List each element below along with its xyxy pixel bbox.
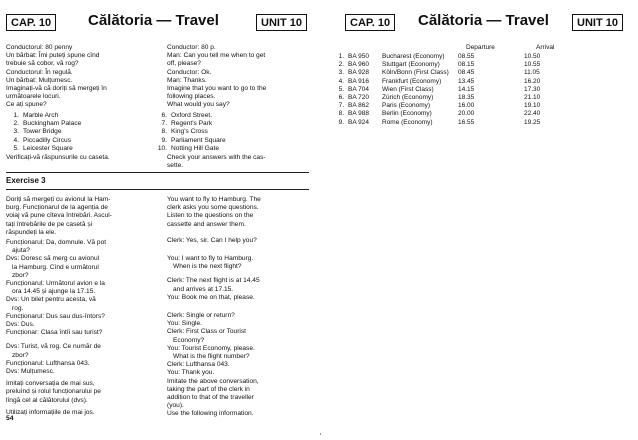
flight-destination: Zürich (Economy) <box>382 93 434 101</box>
place-item <box>156 137 306 145</box>
flight-code: BA 924 <box>348 118 369 126</box>
dialogue-en-line: and arrives at 17.15. <box>173 285 234 293</box>
departure-time: 18.35 <box>458 93 475 101</box>
place-name: Notting Hill Gate <box>171 144 220 152</box>
chapter-label: CAP. 10 <box>6 14 56 31</box>
flight-row <box>334 102 624 110</box>
flight-code: BA 960 <box>348 61 369 69</box>
flight-destination: Frankfurt (Economy) <box>382 77 442 85</box>
dialogue-ro-line: Dvs: Doresc să merg cu avionul <box>6 255 100 263</box>
arrival-column-header: Arrival <box>536 44 555 51</box>
places-list-left <box>8 112 148 153</box>
exercise-english-column <box>167 196 317 419</box>
place-name: Regent's Park <box>171 120 213 128</box>
list-number: 9. <box>161 136 167 144</box>
flight-code: BA 950 <box>348 53 369 60</box>
dialogue-en-line: Clerk: First Class or Tourist <box>167 328 247 336</box>
flight-code: BA 916 <box>348 77 369 85</box>
place-name: Buckingham Palace <box>23 120 82 128</box>
flight-row <box>334 53 624 61</box>
spacer <box>167 229 317 237</box>
place-item <box>8 112 148 120</box>
flight-row <box>334 86 624 94</box>
page-number: 54 <box>6 415 14 422</box>
dialogue-ro-line: Funcționar: Clasa întîi sau turist? <box>6 329 103 337</box>
departure-time: 14.15 <box>458 85 475 93</box>
dialogue-en-line: Imitate the above conversation, <box>167 377 259 385</box>
check-en-line: Check your answers with the cas- <box>167 154 266 161</box>
arrival-time: 22.40 <box>524 110 541 118</box>
dialogue-en-line: You: Single. <box>167 320 202 328</box>
flight-code: BA 862 <box>348 102 369 110</box>
arrival-time: 17.30 <box>524 85 541 93</box>
flight-destination: Bucharest (Economy) <box>382 53 445 60</box>
arrival-time: 16.20 <box>524 77 541 85</box>
intro-en-line: Conductor: 80 p. <box>167 44 216 51</box>
place-name: Leicester Square <box>23 144 73 152</box>
flight-row <box>334 94 624 102</box>
places-list-right <box>156 112 306 153</box>
arrival-time: 11.05 <box>524 69 540 77</box>
place-name: King's Cross <box>171 128 208 136</box>
right-page <box>320 0 638 440</box>
exercise-romanian-column <box>6 196 156 417</box>
dialogue-en-line: You: Book me on that, please. <box>167 293 255 301</box>
departure-time: 13.45 <box>458 77 475 85</box>
dialogue-ro-line: Dvs: Un bilet pentru acesta, vă <box>6 296 96 304</box>
flight-number: 6. <box>338 93 344 101</box>
intro-en-line: Conductor: Ok. <box>167 68 212 76</box>
arrival-time: 19.25 <box>524 118 541 126</box>
place-name: Oxford Street. <box>171 112 213 119</box>
dialogue-en-line: Use the following information. <box>167 410 254 418</box>
dialogue-en-line: Clerk: The next flight is at 14.45 <box>167 277 260 285</box>
dialogue-en-line: Clerk: Single or return? <box>167 312 235 320</box>
flight-row <box>334 69 624 77</box>
dialogue-en-line: When is the next flight? <box>173 263 242 271</box>
list-number: 2. <box>13 120 19 128</box>
place-item <box>8 128 148 136</box>
dialogue-ro-line: Dvs: Mulțumesc. <box>6 368 55 376</box>
place-name: Marble Arch <box>23 112 59 119</box>
flight-number: 1. <box>338 53 344 60</box>
dialogue-ro-line: la Hamburg. Cînd e următorul <box>12 263 99 271</box>
list-number: 4. <box>13 136 19 144</box>
flight-number: 5. <box>338 85 344 93</box>
dialogue-ro-line: Imitați conversația de mai sus, <box>6 380 95 388</box>
lesson-title: Călătoria — Travel <box>88 12 219 29</box>
place-item <box>156 120 306 128</box>
dialogue-ro-line: zbor? <box>12 351 29 359</box>
intro-en-line: Man: Can you tell me when to get <box>167 52 266 60</box>
dialogue-ro-line: Funcționarul: Lufthansa 043. <box>6 359 90 367</box>
place-item <box>156 145 306 153</box>
unit-label: UNIT 10 <box>572 14 623 31</box>
dialogue-en-line: taking the part of the clerk in <box>167 385 250 393</box>
dialogue-ro-line: Funcționarul: Dus sau dus-întors? <box>6 312 105 320</box>
departure-time: 20.00 <box>458 110 475 118</box>
dialogue-ro-line: ajuta? <box>12 247 30 255</box>
intro-ro-line: Imaginați-vă că doriți să mergeți în <box>6 85 107 93</box>
list-number: 1. <box>13 112 19 119</box>
flight-row <box>334 78 624 86</box>
intro-ro-line: trebuie să cobor, vă rog? <box>6 60 79 68</box>
intro-ro-line: Conductorul: În regulă. <box>6 68 73 76</box>
flight-timetable <box>334 53 624 127</box>
flight-code: BA 720 <box>348 93 369 101</box>
dialogue-ro-line: lîngă cel al călătorului (dvs). <box>6 396 88 404</box>
dialogue-en-line: You: I want to fly to Hamburg. <box>167 255 254 263</box>
flight-row <box>334 110 624 118</box>
place-name: Tower Bridge <box>23 128 62 136</box>
place-item <box>8 120 148 128</box>
exercise-intro-ro-line: burg. Funcționarul de la agenția de <box>6 204 108 212</box>
arrival-time: 10.55 <box>524 61 541 69</box>
place-item <box>156 128 306 136</box>
flight-destination: Stuttgart (Economy) <box>382 61 440 69</box>
dialogue-en-line: You: Thank you. <box>167 369 215 377</box>
flight-code: BA 988 <box>348 110 369 118</box>
exercise-intro-ro-line: voiaj vă pune cîteva întrebări. Ascul- <box>6 212 112 220</box>
flight-row <box>334 61 624 69</box>
flight-destination: Paris (Economy) <box>382 102 431 110</box>
departure-time: 08.45 <box>458 69 475 77</box>
place-name: Parliament Square <box>171 136 226 144</box>
departure-time: 08.15 <box>458 61 475 69</box>
list-number: 3. <box>13 128 19 136</box>
flight-destination: Rome (Economy) <box>382 118 433 126</box>
list-number: 7. <box>161 120 167 128</box>
unit-label: UNIT 10 <box>256 14 307 31</box>
exercise-intro-en-line: You want to fly to Hamburg. The <box>167 196 261 203</box>
exercise-intro-en-line: cassette and answer them. <box>167 220 246 228</box>
dialogue-ro-line: rog. <box>12 304 24 312</box>
check-text-ro: Verificați-vă răspunsurile cu caseta. <box>6 154 110 161</box>
check-en-line: sette. <box>167 162 184 170</box>
exercise-intro-en-line: clerk asks you some questions. <box>167 204 259 212</box>
chapter-label: CAP. 10 <box>345 14 395 31</box>
dialogue-en-line: Economy? <box>173 336 205 344</box>
dialogue-en-line: What is the flight number? <box>173 353 250 361</box>
arrival-time: 21.10 <box>524 93 541 101</box>
exercise-intro-ro-line: răspundeți la ele. <box>6 228 57 236</box>
intro-en-line: Imagine that you want to go to the <box>167 85 267 93</box>
exercise-intro-en-line: Listen to the questions on the <box>167 212 254 220</box>
flight-number: 2. <box>338 61 344 69</box>
intro-en-line: Man: Thanks. <box>167 76 207 84</box>
departure-time: 16.00 <box>458 102 475 110</box>
exercise-intro-ro-line: tați întrebările de pe casetă și <box>6 220 93 228</box>
place-item <box>8 137 148 145</box>
intro-romanian <box>6 44 156 110</box>
place-name: Piccadilly Circus <box>23 136 71 144</box>
departure-column-header: Departure <box>466 44 495 51</box>
flight-code: BA 704 <box>348 85 369 93</box>
flight-destination: Berlin (Economy) <box>382 110 432 118</box>
arrival-time: 10.50 <box>524 53 541 60</box>
exercise-header <box>6 172 309 190</box>
dialogue-ro-line: Dvs: Turist, vă rog. Ce număr de <box>6 343 101 351</box>
exercise-title: Exercise 3 <box>6 176 46 185</box>
flight-number: 9. <box>338 118 344 126</box>
dialogue-en-line: (you). <box>167 402 184 410</box>
flight-destination: Köln/Bonn (First Class) <box>382 69 449 77</box>
dialogue-en-line: Clerk: Lufthansa 043. <box>167 361 230 369</box>
check-instruction-english <box>167 154 315 170</box>
dialogue-en-line: addition to that of the traveller <box>167 394 254 402</box>
intro-ro-line: Un bărbat: Îmi puteți spune cînd <box>6 52 100 60</box>
list-number: 10. <box>157 144 167 152</box>
dialogue-ro-line: Funcționarul: Da, domnule. Vă pot <box>6 239 107 247</box>
flight-destination: Wien (First Class) <box>382 85 434 93</box>
dialogue-ro-line: zbor? <box>12 271 29 279</box>
intro-ro-line: Conductorul: 80 penny <box>6 44 73 51</box>
intro-en-line: What would you say? <box>167 101 230 109</box>
right-page-header <box>320 14 638 32</box>
place-item <box>8 145 148 153</box>
dialogue-ro-line: Dvs: Dus. <box>6 321 35 329</box>
intro-ro-line: Un bărbat: Mulțumesc. <box>6 76 73 84</box>
scan-mark <box>320 433 321 435</box>
dialogue-en-line: You: Tourist Economy, please. <box>167 344 255 352</box>
lesson-title: Călătoria — Travel <box>418 12 549 29</box>
dialogue-en-line: Clerk: Yes, sir. Can I help you? <box>167 236 257 244</box>
intro-english <box>167 44 315 110</box>
flight-number: 3. <box>338 69 344 77</box>
list-number: 8. <box>161 128 167 136</box>
flight-number: 8. <box>338 110 344 118</box>
departure-time: 16.55 <box>458 118 475 126</box>
dialogue-ro-line: preluînd și rolul funcționarului pe <box>6 388 101 396</box>
check-instruction-romanian <box>6 154 156 162</box>
intro-ro-line: următoarele locuri. <box>6 93 61 101</box>
flight-number: 4. <box>338 77 344 85</box>
intro-en-line: following places. <box>167 93 216 101</box>
dialogue-ro-line: Funcționarul: Următorul avion e la <box>6 280 105 288</box>
place-item <box>156 112 306 120</box>
departure-time: 08.55 <box>458 53 475 60</box>
left-page-header <box>0 14 320 32</box>
flight-row <box>334 119 624 127</box>
list-number: 5. <box>13 144 19 152</box>
intro-ro-line: Ce ați spune? <box>6 101 47 109</box>
dialogue-ro-line: ora 14.45 și ajunge la 17.15. <box>12 288 96 296</box>
dialogue-ro-line: Utilizați informațiile de mai jos. <box>6 408 95 416</box>
flight-code: BA 928 <box>348 69 369 77</box>
flight-number: 7. <box>338 102 344 110</box>
arrival-time: 19.10 <box>524 102 541 110</box>
list-number: 6. <box>161 112 167 119</box>
exercise-intro-ro-line: Doriți să mergeți cu avionul la Ham- <box>6 196 111 203</box>
intro-en-line: off, please? <box>167 60 201 68</box>
